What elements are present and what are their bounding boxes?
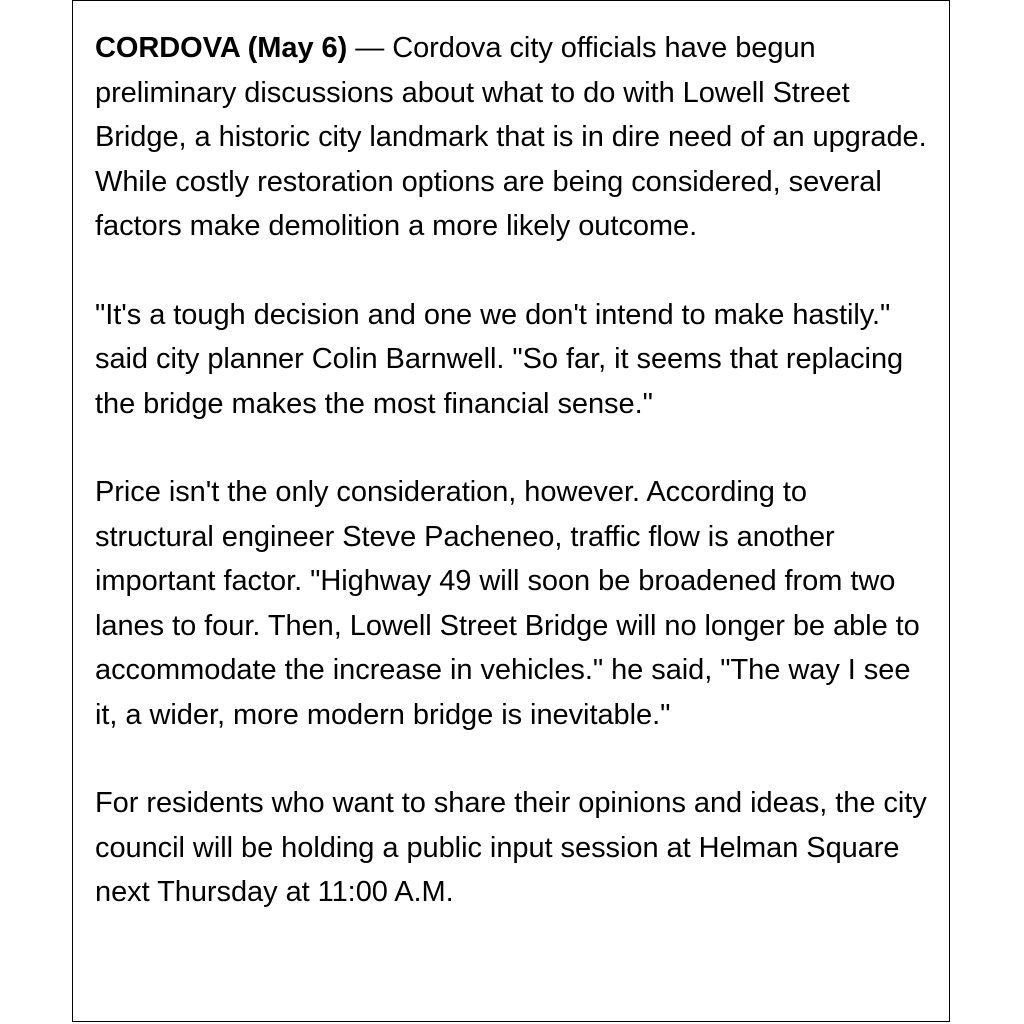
article-lead-text: — Cordova city officials have begun preliminary discussions about what to do with Lowell Street Bridge, a historic city landmark that is in dire need of an upgrade. While costly restoration options are being considered, several factors make demolition a more likely outcome. [95, 32, 927, 242]
article-paragraph-4: For residents who want to share their opinions and ideas, the city council will be holding a public input session at Helman Square next Thursday at 11:00 A.M. [95, 787, 927, 908]
article-paragraph-2: "It's a tough decision and one we don't intend to make hastily." said city planner Colin Barnwell. "So far, it seems that replacing the bridge makes the most financial sense." [95, 298, 904, 420]
article-paragraph-3: Price isn't the only consideration, however. According to structural engineer Steve Pacheneo, traffic flow is another important factor. "Highway 49 will soon be broadened from two lanes to four. Then, Lowell Street Bridge will no longer be able to accommodate the increase in vehicles." he said, "The way I see it, a wider, more modern bridge is inevitable." [95, 476, 920, 731]
article-paragraph-1 [95, 26, 927, 249]
article-box [72, 0, 950, 1022]
article-dateline: CORDOVA (May 6) [95, 32, 348, 64]
